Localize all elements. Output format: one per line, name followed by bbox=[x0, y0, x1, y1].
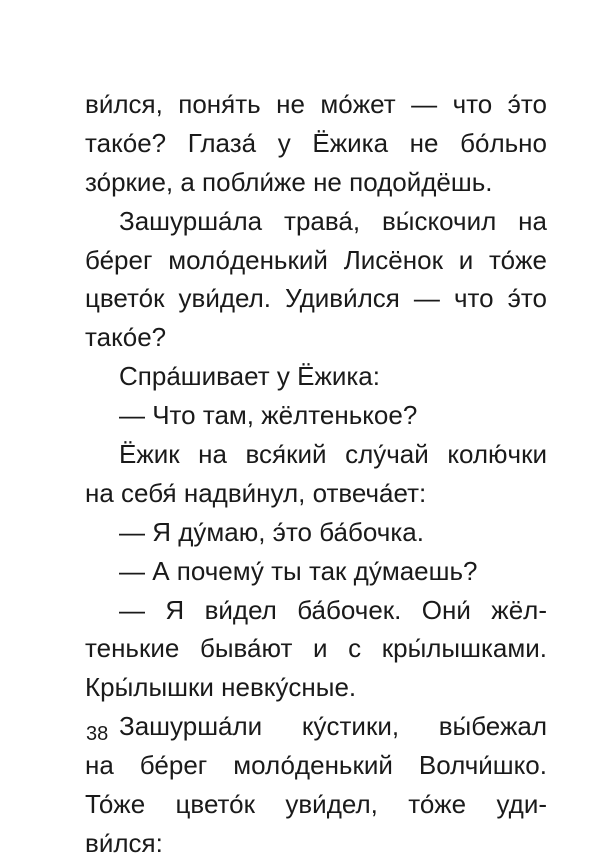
text-line: бе́рег моло́денький Лисёнок и то́же bbox=[85, 244, 547, 275]
text-line: ви́лся: bbox=[85, 827, 163, 858]
text-line: ви́лся, поня́ть не мо́жет — что э́то bbox=[85, 89, 547, 119]
text-line: зо́ркие, а побли́же не подойдёшь. bbox=[85, 166, 493, 197]
text-line: — Я ду́маю, э́то ба́бочка. bbox=[119, 516, 424, 547]
text-line: на себя́ надви́нул, отвеча́ет: bbox=[85, 477, 427, 508]
text-line: Кры́лышки невку́сные. bbox=[85, 672, 357, 703]
text-line: — А почему́ ты так ду́маешь? bbox=[119, 555, 478, 586]
text-line: — Я ви́дел ба́бочек. Они́ жёл- bbox=[119, 594, 547, 625]
text-line: тако́е? bbox=[85, 322, 167, 353]
text-line: тенькие быва́ют и с кры́лышками. bbox=[85, 633, 547, 664]
text-line: на бе́рег моло́денький Волчи́шко. bbox=[85, 750, 547, 781]
text-line: То́же цвето́к уви́дел, то́же уди- bbox=[85, 789, 547, 820]
text-line: Ёжик на вся́кий слу́чай колю́чки bbox=[119, 439, 547, 470]
text-line: Зашурша́ли ку́стики, вы́бежал bbox=[119, 711, 547, 742]
text-line: Спра́шивает у Ёжика: bbox=[119, 361, 380, 392]
text-line: Зашурша́ла трава́, вы́скочил на bbox=[119, 205, 547, 236]
text-line: цвето́к уви́дел. Удиви́лся — что э́то bbox=[85, 283, 547, 314]
page-number: 38 bbox=[86, 723, 109, 745]
story-text bbox=[85, 85, 547, 863]
text-line: тако́е? Глаза́ у Ёжика не бо́льно bbox=[85, 127, 547, 158]
text-line: — Что там, жёлтенькое? bbox=[119, 400, 418, 431]
